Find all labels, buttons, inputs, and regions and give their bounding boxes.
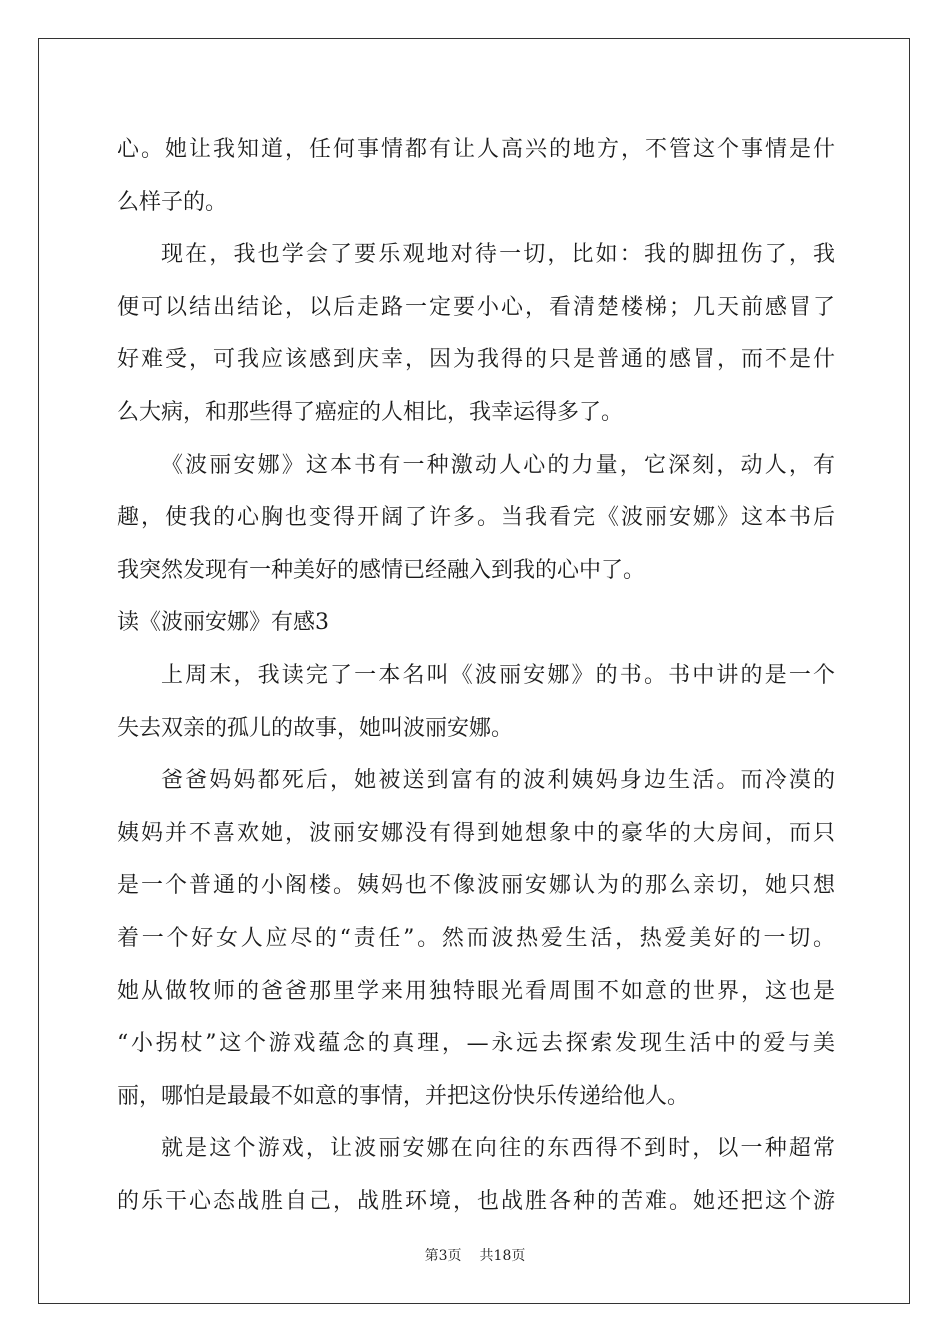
- text-line: 的乐干心态战胜自己，战胜环境，也战胜各种的苦难。她还把这个游: [117, 1188, 835, 1214]
- text-line: 是一个普通的小阁楼。姨妈也不像波丽安娜认为的那么亲切，她只想: [117, 873, 835, 899]
- text-line: 趣，使我的心胸也变得开阔了许多。当我看完《波丽安娜》这本书后: [117, 505, 835, 531]
- text-line: 么大病，和那些得了癌症的人相比，我幸运得多了。: [117, 399, 624, 425]
- page-number: 第3页: [424, 1248, 462, 1264]
- page-footer: [0, 1245, 950, 1265]
- text-line: 现在，我也学会了要乐观地对待一切，比如：我的脚扭伤了，我: [161, 242, 835, 268]
- text-line: 我突然发现有一种美好的感情已经融入到我的心中了。: [117, 557, 646, 583]
- section-title: 读《波丽安娜》有感3: [117, 610, 329, 636]
- text-line: 丽，哪怕是最最不如意的事情，并把这份快乐传递给他人。: [117, 1083, 690, 1109]
- page-total: 共18页: [479, 1248, 526, 1264]
- text-line: 失去双亲的孤儿的故事，她叫波丽安娜。: [117, 715, 514, 741]
- text-line: 《波丽安娜》这本书有一种激动人心的力量，它深刻，动人，有: [161, 452, 835, 478]
- text-line: 上周末，我读完了一本名叫《波丽安娜》的书。书中讲的是一个: [161, 662, 835, 688]
- text-line: 着一个好女人应尽的“责任”。然而波热爱生活，热爱美好的一切。: [117, 925, 835, 951]
- text-line: 心。她让我知道，任何事情都有让人高兴的地方，不管这个事情是什: [117, 137, 835, 162]
- text-line: 她从做牧师的爸爸那里学来用独特眼光看周围不如意的世界，这也是: [117, 978, 835, 1004]
- text-line: “小拐杖”这个游戏蕴念的真理，—永远去探索发现生活中的爱与美: [117, 1031, 835, 1057]
- text-line: 么样子的。: [117, 189, 228, 215]
- text-line: 就是这个游戏，让波丽安娜在向往的东西得不到时，以一种超常: [161, 1136, 835, 1162]
- text-line: 姨妈并不喜欢她，波丽安娜没有得到她想象中的豪华的大房间，而只: [117, 820, 835, 846]
- text-line: 爸爸妈妈都死后，她被送到富有的波利姨妈身边生活。而冷漠的: [161, 768, 835, 794]
- document-body: [117, 124, 835, 1228]
- text-line: 好难受，可我应该感到庆幸，因为我得的只是普通的感冒，而不是什: [117, 347, 835, 373]
- text-line: 便可以结出结论，以后走路一定要小心，看清楚楼梯；几天前感冒了: [117, 294, 835, 320]
